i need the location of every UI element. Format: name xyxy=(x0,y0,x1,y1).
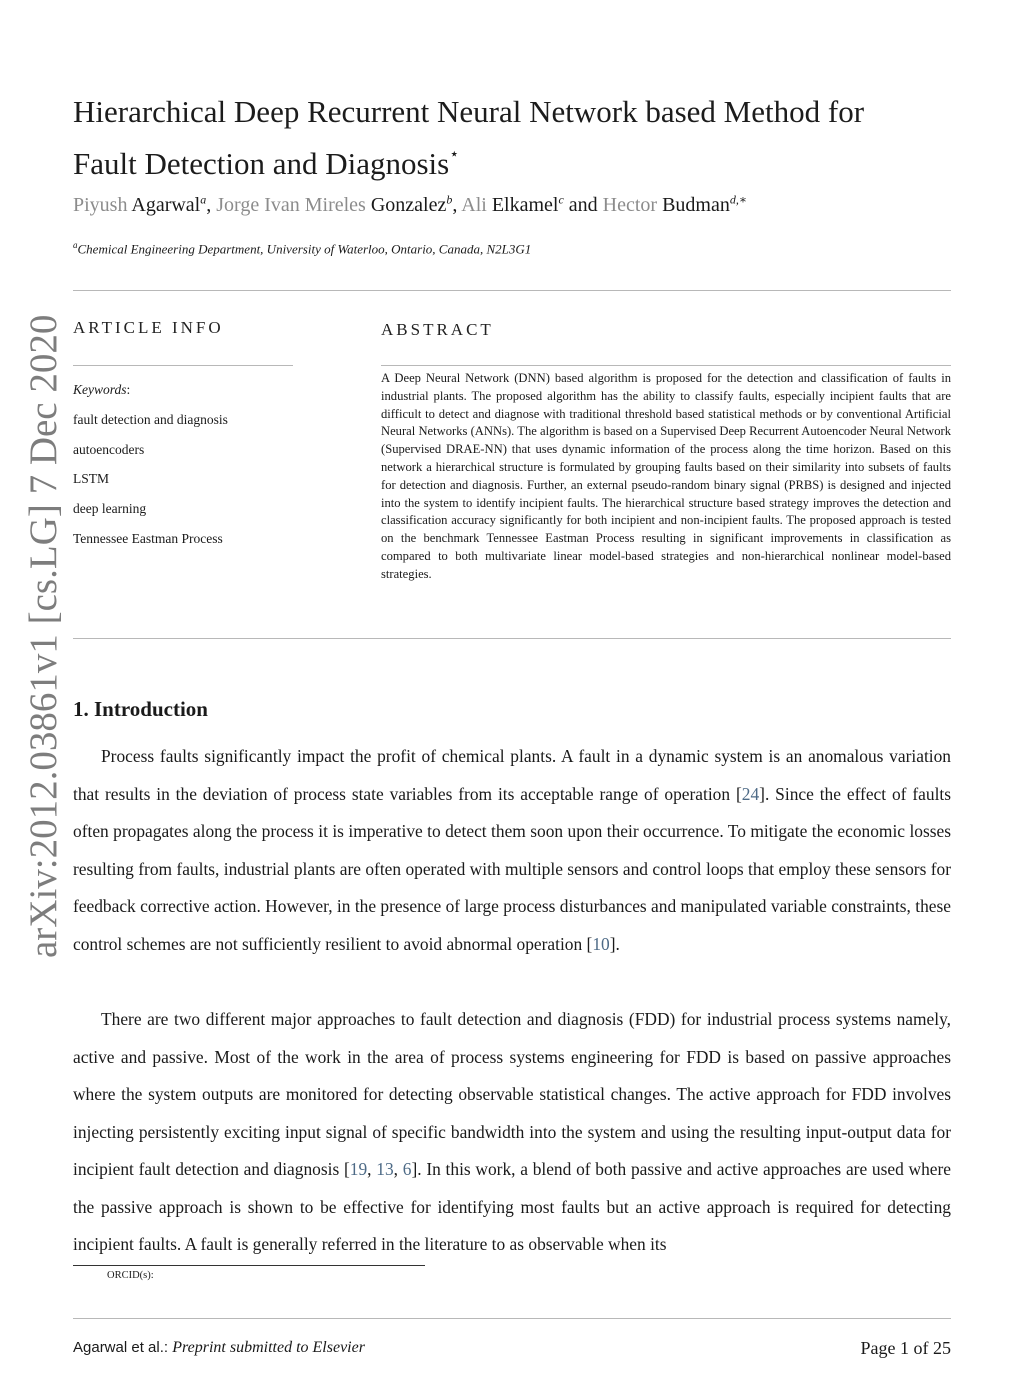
footer-author: Agarwal et al. xyxy=(73,1339,164,1356)
author xyxy=(603,194,747,216)
author-last-name: Budman xyxy=(662,193,730,216)
paper-title xyxy=(73,90,953,185)
divider-top xyxy=(73,290,951,291)
citation-link[interactable]: 10 xyxy=(592,933,610,954)
abstract-text: A Deep Neural Network (DNN) based algorithm is proposed for the detection and classification of faults in industrial plants. The proposed algorithm has the ability to classify faults, especially incipient faults that are difficult to detect and diagnose with traditional threshold based statistical methods or by conventional Artificial Neural Networks (ANNs). The algorithm is based on a Supervised Deep Recurrent Autoencoder Neural Network (Supervised DRAE-NN) that uses dynamic information of the process along the time horizon. Based on this network a hierarchical structure is formulated by grouping faults based on their similarity into subsets of faults for detection and diagnosis. Further, an external pseudo-random binary signal (PRBS) is designed and injected into the system to identify incipient faults. The hierarchical structure based strategy improves the detection and classification accuracy significantly for both incipient and non-incipient faults. The proposed approach is tested on the benchmark Tennessee Eastman Process resulting in significant improvements in classification as compared to both multivariate linear model-based strategies and non-hierarchical nonlinear model-based strategies. xyxy=(381,371,951,581)
paragraph-text: There are two different major approaches to fault detection and diagnosis (FDD) for industrial process systems namely, active and passive. Most of the work in the area of process systems engineering for FDD is based on passive approaches where the system outputs are monitored for detecting observable statistical changes. The active approach for FDD involves injecting persistently exciting input signal of specific bandwidth into the system and using the resulting input-output data for incipient fault detection and diagnosis [ xyxy=(73,1009,951,1179)
title-line-2-text: Fault Detection and Diagnosis xyxy=(73,146,450,181)
divider-article-info xyxy=(73,365,293,366)
author-affiliation-mark: c xyxy=(558,192,564,206)
author-last-name: Gonzalez xyxy=(370,193,447,216)
section-heading-introduction: 1. Introduction xyxy=(73,697,208,721)
page-number: Page 1 of 25 xyxy=(860,1338,951,1358)
author-affiliation-mark: a xyxy=(200,192,207,206)
keyword-item: deep learning xyxy=(73,501,147,517)
author-list xyxy=(73,192,747,217)
paragraph-text: ]. Since the effect of faults often propagates along the process it is imperative to detect them soon upon their occurrence. To mitigate the economic losses resulting from faults, industrial plants are often operated with multiple sensors and control loops that employ these sensors for feedback corrective action. However, in the presence of large process disturbances and manipulated variable constraints, these control schemes are not sufficiently resilient to avoid abnormal operation [ xyxy=(73,783,952,954)
author-first-name: Hector xyxy=(602,193,658,216)
keywords-label xyxy=(73,382,130,398)
author-first-name: Piyush xyxy=(73,193,128,216)
keyword-item: fault detection and diagnosis xyxy=(73,412,228,427)
author-last-name: Agarwal xyxy=(131,193,201,216)
article-info-heading: ARTICLE INFO xyxy=(73,318,224,337)
author xyxy=(461,194,602,216)
citation-link[interactable]: 13 xyxy=(376,1159,394,1179)
affiliation xyxy=(73,240,531,257)
citation-link[interactable]: 19 xyxy=(349,1159,368,1179)
keywords-label-text: Keywords xyxy=(73,382,127,397)
arxiv-identifier-stamp: arXiv:2012.03861v1 [cs.LG] 7 Dec 2020 xyxy=(22,314,65,958)
divider-after-abstract xyxy=(73,638,951,639)
footer-citation xyxy=(73,1339,365,1357)
divider-footer xyxy=(73,1318,951,1319)
author-affiliation-mark: d,∗ xyxy=(729,192,748,206)
author-separator: and xyxy=(563,193,603,216)
keywords-colon: : xyxy=(126,382,131,397)
citation-separator: , xyxy=(393,1159,403,1179)
intro-paragraph-2 xyxy=(73,1001,951,1264)
footer-venue: Preprint submitted to Elsevier xyxy=(172,1339,365,1356)
citation-link[interactable]: 24 xyxy=(741,783,760,804)
citation-separator: , xyxy=(367,1159,377,1179)
affiliation-text: Chemical Engineering Department, University of Waterloo, Ontario, Canada, N2L3G1 xyxy=(77,241,532,257)
author xyxy=(216,194,461,216)
author-first-name: Ali xyxy=(461,193,487,216)
author-last-name: Elkamel xyxy=(491,193,559,216)
orcid-footnote: ORCID(s): xyxy=(107,1270,154,1281)
author-first-name: Jorge Ivan Mireles xyxy=(216,193,366,216)
keyword-list xyxy=(73,410,228,558)
affiliation-mark: a xyxy=(73,240,78,250)
author-separator: , xyxy=(452,193,462,216)
author-separator: , xyxy=(206,193,217,216)
author-affiliation-mark: b xyxy=(446,192,453,206)
paragraph-text: ]. In this work, a blend of both passive and active approaches are used where the passive approach is shown to be effective for identifying most faults but an active approach is required for detecting incipient faults. A fault is generally referred in the literature to as observable when its xyxy=(73,1159,951,1254)
keyword-item: LSTM xyxy=(73,471,110,487)
title-footnote-star-icon: ⋆ xyxy=(449,146,460,163)
footer-colon: : xyxy=(163,1339,173,1356)
title-line-1: Hierarchical Deep Recurrent Neural Network based Method for xyxy=(73,94,865,129)
divider-abstract xyxy=(381,365,951,366)
abstract-heading: ABSTRACT xyxy=(381,320,494,339)
intro-paragraph-1 xyxy=(73,738,951,963)
title-line-2 xyxy=(73,133,953,185)
paragraph-text: ]. xyxy=(609,933,620,954)
author xyxy=(73,194,216,216)
keyword-item: Tennessee Eastman Process xyxy=(73,530,223,546)
paragraph-text: Process faults significantly impact the profit of chemical plants. A fault in a dynamic system is an anomalous variation that results in the deviation of process state variables from its acceptable range of operation [ xyxy=(73,746,951,804)
keyword-item: autoencoders xyxy=(73,441,145,457)
footnote-rule xyxy=(73,1265,425,1266)
citation-link[interactable]: 6 xyxy=(402,1159,412,1179)
